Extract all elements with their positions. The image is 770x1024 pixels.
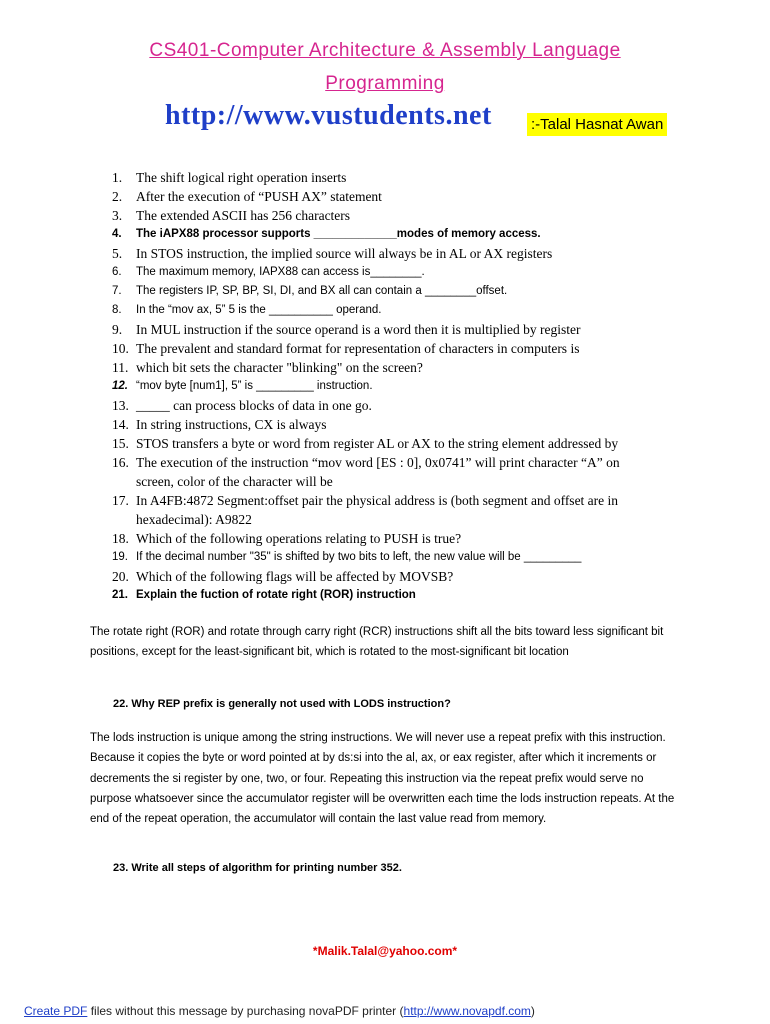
question-text: The registers IP, SP, BP, SI, DI, and BX all can contain a ________offset. xyxy=(136,285,508,297)
author-name: :-Talal Hasnat Awan xyxy=(527,113,667,136)
question-number: 2. xyxy=(112,189,123,204)
question-item xyxy=(112,567,652,586)
answer-22: The lods instruction is unique among the string instructions. We will never use a repeat prefix with this instruction. Because it copies the byte or word pointed at by ds:si into the al, ax, or eax register, after which it increments or decrements the si register by one, two, or four. Repeating this instruction via the repeat prefix would serve no purpose whatsoever since the accumulator register will be overwritten each time the lods instruction repeats. At the end of the repeat operation, the accumulator will contain the last value read from memory. xyxy=(90,732,675,826)
question-text: The iAPX88 processor supports _____________modes of memory access. xyxy=(136,228,541,240)
question-text: In the “mov ax, 5” 5 is the __________ operand. xyxy=(136,304,382,316)
question-number: 19. xyxy=(112,551,128,563)
novapdf-link[interactable]: http://www.novapdf.com xyxy=(403,1004,531,1018)
question-number: 17. xyxy=(112,493,129,508)
question-number: 4. xyxy=(112,228,122,240)
pdf-footer xyxy=(24,1004,535,1018)
question-text: The extended ASCII has 256 characters xyxy=(136,208,351,223)
question-item xyxy=(112,187,652,206)
question-text: Explain the fuction of rotate right (ROR) instruction xyxy=(136,589,416,601)
question-item xyxy=(112,491,652,529)
question-item xyxy=(112,529,652,548)
create-pdf-link[interactable]: Create PDF xyxy=(24,1004,88,1018)
question-text: _____ can process blocks of data in one go. xyxy=(136,398,372,413)
question-text: If the decimal number "35" is shifted by two bits to left, the new value will be _________ xyxy=(136,551,582,563)
question-text: In STOS instruction, the implied source will always be in AL or AX registers xyxy=(136,246,553,261)
question-text: The execution of the instruction “mov word [ES : 0], 0x0741” will print character “A” on screen, color of the character will be xyxy=(136,455,620,489)
question-number: 13. xyxy=(112,398,129,413)
question-item xyxy=(112,586,652,605)
question-item xyxy=(112,396,652,415)
question-text: In string instructions, CX is always xyxy=(136,417,327,432)
question-item xyxy=(112,320,652,339)
question-number: 14. xyxy=(112,417,129,432)
question-number: 10. xyxy=(112,341,129,356)
question-item xyxy=(112,453,652,491)
answer-21: The rotate right (ROR) and rotate through carry right (RCR) instructions shift all the bits toward less significant bit positions, except for the least-significant bit, which is rotated to the most-significant bit location xyxy=(90,626,664,659)
question-number: 15. xyxy=(112,436,129,451)
question-item xyxy=(112,548,652,567)
question-text: In A4FB:4872 Segment:offset pair the physical address is (both segment and offset are in hexadecimal): A9822 xyxy=(136,493,619,527)
question-item xyxy=(112,434,652,453)
question-number: 3. xyxy=(112,208,123,223)
question-text: The shift logical right operation inserts xyxy=(136,170,347,185)
question-number: 6. xyxy=(112,266,122,278)
question-number: 16. xyxy=(112,455,129,470)
question-number: 12. xyxy=(112,380,128,392)
question-item xyxy=(112,168,652,187)
question-number: 8. xyxy=(112,304,122,316)
question-text: “mov byte [num1], 5” is _________ instruction. xyxy=(136,380,373,392)
question-number: 11. xyxy=(112,360,129,375)
question-number: 18. xyxy=(112,531,129,546)
author-email: *Malik.Talal@yahoo.com* xyxy=(312,944,458,958)
question-number: 20. xyxy=(112,569,129,584)
title-line-2: Programming xyxy=(325,73,445,94)
question-number: 5. xyxy=(112,246,123,261)
question-item xyxy=(112,263,652,282)
question-text: STOS transfers a byte or word from register AL or AX to the string element addressed by xyxy=(136,436,619,451)
question-number: 1. xyxy=(112,170,123,185)
question-item xyxy=(112,415,652,434)
question-item xyxy=(112,339,652,358)
question-number: 9. xyxy=(112,322,123,337)
question-23: 23. Write all steps of algorithm for printing number 352. xyxy=(113,862,402,874)
question-text: In MUL instruction if the source operand is a word then it is multiplied by register xyxy=(136,322,581,337)
question-number: 7. xyxy=(112,285,122,297)
question-text: which bit sets the character "blinking" on the screen? xyxy=(136,360,423,375)
question-text: Which of the following operations relating to PUSH is true? xyxy=(136,531,462,546)
site-url-link[interactable]: http://www.vustudents.net xyxy=(165,100,492,131)
footer-text: files without this message by purchasing novaPDF printer ( xyxy=(87,1004,404,1018)
question-item xyxy=(112,206,652,225)
question-text: The prevalent and standard format for representation of characters in computers is xyxy=(136,341,580,356)
question-22: 22. Why REP prefix is generally not used with LODS instruction? xyxy=(113,698,451,710)
question-item xyxy=(112,282,652,301)
question-item xyxy=(112,244,652,263)
question-text: The maximum memory, IAPX88 can access is________. xyxy=(136,266,425,278)
question-item xyxy=(112,225,652,244)
question-list xyxy=(112,168,652,605)
title-line-1: CS401-Computer Architecture & Assembly Language xyxy=(149,40,621,61)
question-item xyxy=(112,358,652,377)
question-text: After the execution of “PUSH AX” statement xyxy=(136,189,382,204)
question-number: 21. xyxy=(112,589,128,601)
question-item xyxy=(112,301,652,320)
footer-close: ) xyxy=(530,1004,535,1018)
question-item xyxy=(112,377,652,396)
question-text: Which of the following flags will be affected by MOVSB? xyxy=(136,569,454,584)
